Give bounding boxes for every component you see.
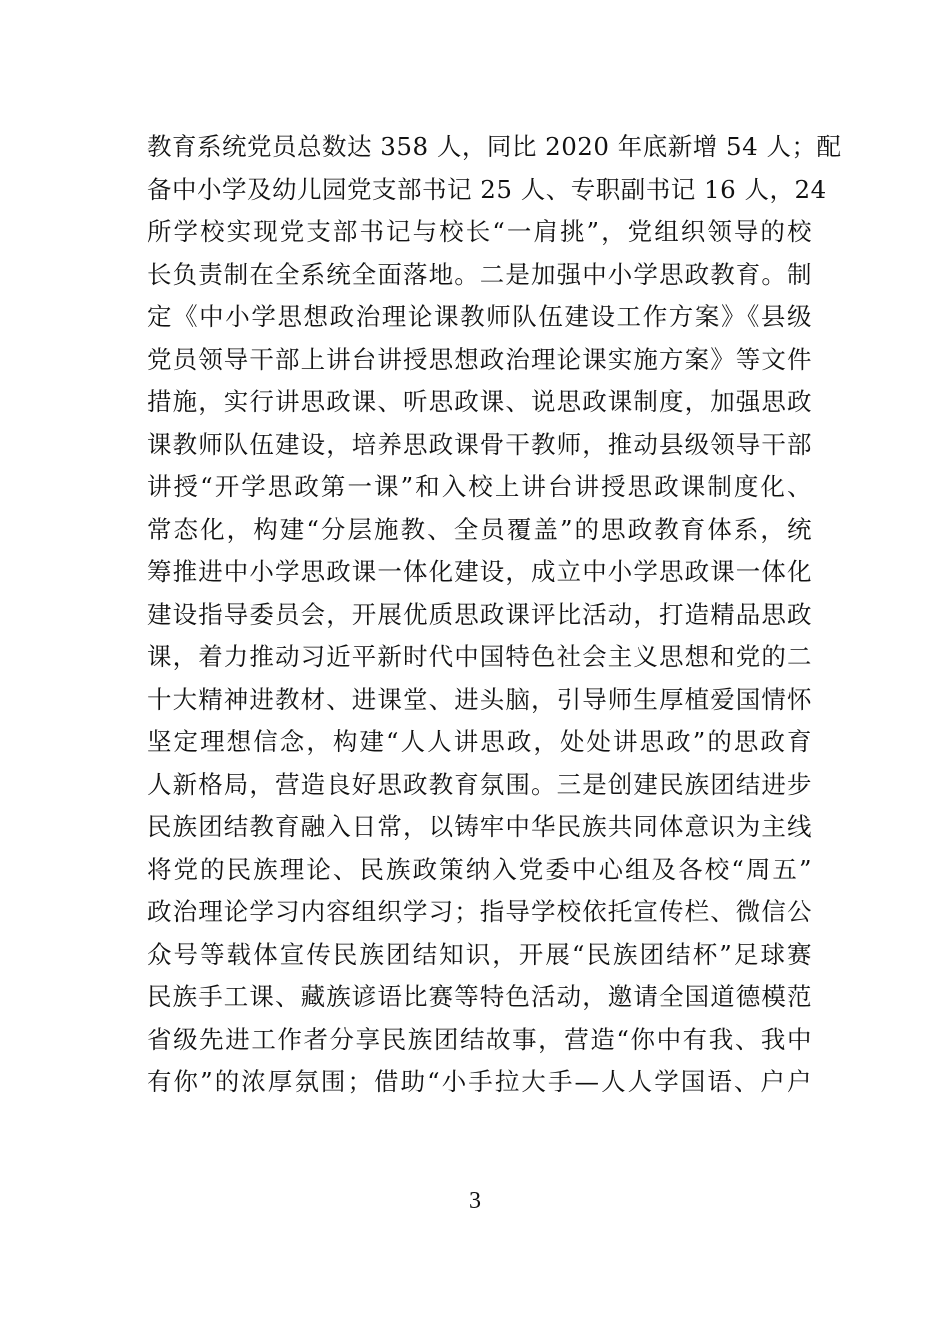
text-line: 政治理论学习内容组织学习；指导学校依托宣传栏、微信公 <box>147 897 812 926</box>
text-line: 课教师队伍建设，培养思政课骨干教师，推动县级领导干部 <box>147 429 812 459</box>
text-line: 课，着力推动习近平新时代中国特色社会主义思想和党的二 <box>147 642 812 671</box>
page-number: 3 <box>469 1188 481 1214</box>
text-line: 人新格局，营造良好思政教育氛围。三是创建民族团结进步 <box>147 769 812 799</box>
text-line: 筹推进中小学思政课一体化建设，成立中小学思政课一体化 <box>147 557 812 586</box>
text-line: 民族手工课、藏族谚语比赛等特色活动，邀请全国道德模范 <box>147 982 812 1011</box>
text-line: 所学校实现党支部书记与校长“一肩挑”，党组织领导的校 <box>147 217 812 246</box>
text-line: 长负责制在全系统全面落地。二是加强中小学思政教育。制 <box>147 259 812 289</box>
text-line: 众号等载体宣传民族团结知识，开展“民族团结杯”足球赛 <box>147 939 812 969</box>
text-line: 备中小学及幼儿园党支部书记 25 人、专职副书记 16 人，24 <box>147 174 827 204</box>
text-line: 有你”的浓厚氛围；借助“小手拉大手—人人学国语、户户 <box>147 1067 812 1096</box>
text-line: 讲授“开学思政第一课”和入校上讲台讲授思政课制度化、 <box>147 472 812 501</box>
text-line: 省级先进工作者分享民族团结故事，营造“你中有我、我中 <box>147 1024 812 1054</box>
text-line: 民族团结教育融入日常，以铸牢中华民族共同体意识为主线 <box>147 812 812 841</box>
text-line: 建设指导委员会，开展优质思政课评比活动，打造精品思政 <box>147 599 812 629</box>
text-line: 坚定理想信念，构建“人人讲思政，处处讲思政”的思政育 <box>147 727 812 756</box>
text-line: 定《中小学思想政治理论课教师队伍建设工作方案》《县级 <box>147 302 812 331</box>
text-line: 常态化，构建“分层施教、全员覆盖”的思政教育体系，统 <box>147 514 812 544</box>
text-line: 党员领导干部上讲台讲授思想政治理论课实施方案》等文件 <box>147 344 812 374</box>
text-line: 十大精神进教材、进课堂、进头脑，引导师生厚植爱国情怀 <box>147 684 812 714</box>
text-line: 教育系统党员总数达 358 人，同比 2020 年底新增 54 人；配 <box>147 132 842 161</box>
text-line: 措施，实行讲思政课、听思政课、说思政课制度，加强思政 <box>147 387 812 416</box>
body-paragraph <box>147 126 842 1104</box>
text-line: 将党的民族理论、民族政策纳入党委中心组及各校“周五” <box>147 854 812 884</box>
